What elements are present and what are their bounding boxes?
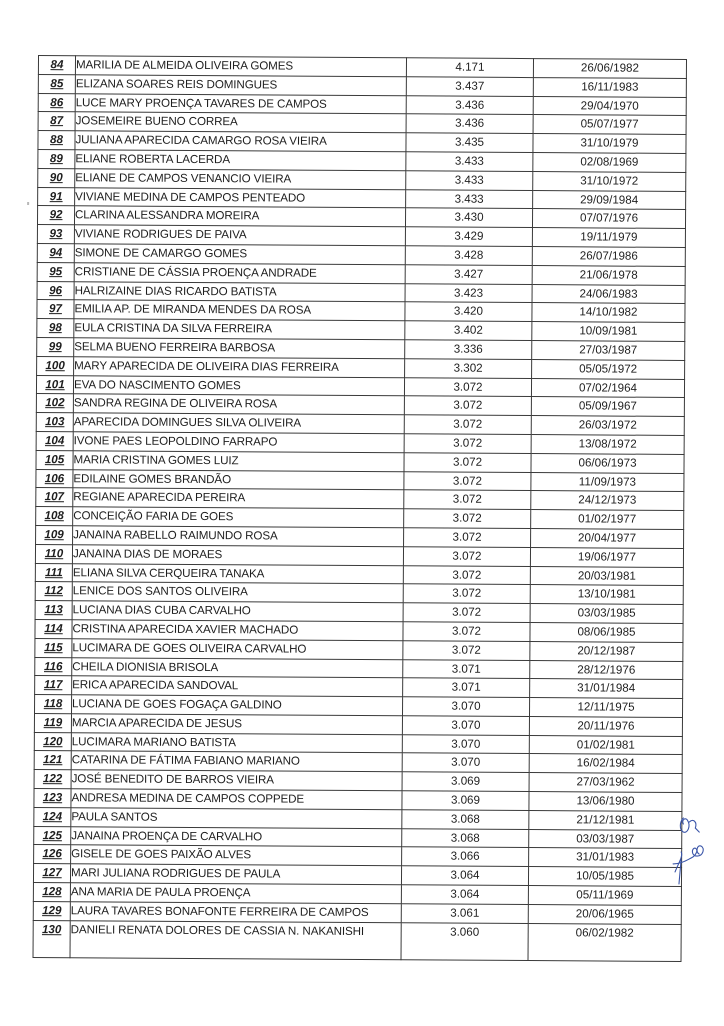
birth-date-cell: 02/08/1969 xyxy=(533,153,686,173)
name-cell: PAULA SANTOS xyxy=(71,808,402,829)
score-cell: 3.072 xyxy=(403,640,530,660)
birth-date-cell: 10/09/1981 xyxy=(532,322,685,342)
rank-cell: 115 xyxy=(35,638,72,657)
score-cell: 3.060 xyxy=(401,922,528,960)
score-cell: 3.072 xyxy=(404,377,531,397)
score-cell: 3.427 xyxy=(405,265,532,285)
rank-cell: 92 xyxy=(37,206,74,225)
name-cell: SANDRA REGINA DE OLIVEIRA ROSA xyxy=(73,394,404,415)
name-cell: JOSÉ BENEDITO DE BARROS VIEIRA xyxy=(71,770,402,791)
rank-cell: 88 xyxy=(38,131,75,150)
birth-date-cell: 20/12/1987 xyxy=(530,641,683,661)
birth-date-cell: 29/09/1984 xyxy=(533,190,686,210)
score-cell: 3.428 xyxy=(405,246,532,266)
name-cell: JANAINA PROENÇA DE CARVALHO xyxy=(71,826,402,847)
score-cell: 3.072 xyxy=(403,622,530,642)
name-cell: MARCIA APARECIDA DE JESUS xyxy=(71,714,402,735)
name-cell: JANAINA DIAS DE MORAES xyxy=(72,544,403,565)
birth-date-cell: 26/07/1986 xyxy=(532,247,685,267)
name-cell: CRISTIANE DE CÁSSIA PROENÇA ANDRADE xyxy=(74,263,405,284)
rank-cell: 112 xyxy=(35,582,72,601)
name-cell: MARIA CRISTINA GOMES LUIZ xyxy=(73,450,404,471)
rank-cell: 120 xyxy=(34,732,71,751)
birth-date-cell: 28/12/1976 xyxy=(530,660,683,680)
name-cell: ANA MARIA DE PAULA PROENÇA xyxy=(70,883,401,904)
score-cell: 3.336 xyxy=(405,340,532,360)
score-cell: 3.070 xyxy=(402,716,529,736)
rank-cell: 102 xyxy=(36,394,73,413)
birth-date-cell: 01/02/1977 xyxy=(531,510,684,530)
name-cell: EMILIA AP. DE MIRANDA MENDES DA ROSA xyxy=(74,300,405,321)
name-cell: JOSEMEIRE BUENO CORREA xyxy=(75,112,406,133)
rank-cell: 110 xyxy=(35,544,72,563)
rank-cell: 127 xyxy=(33,864,70,883)
rank-cell: 126 xyxy=(34,845,71,864)
rank-cell: 105 xyxy=(36,450,73,469)
name-cell: ELIZANA SOARES REIS DOMINGUES xyxy=(75,75,406,96)
rank-cell: 107 xyxy=(36,488,73,507)
name-cell: MARY APARECIDA DE OLIVEIRA DIAS FERREIRA xyxy=(74,357,405,378)
birth-date-cell: 03/03/1987 xyxy=(529,829,682,849)
birth-date-cell: 16/11/1983 xyxy=(533,77,686,97)
rank-cell: 84 xyxy=(38,56,75,75)
score-cell: 3.436 xyxy=(406,114,533,134)
birth-date-cell: 27/03/1962 xyxy=(529,773,682,793)
rank-cell: 96 xyxy=(37,281,74,300)
rank-cell: 87 xyxy=(38,112,75,131)
name-cell: GISELE DE GOES PAIXÃO ALVES xyxy=(71,845,402,866)
ranking-table xyxy=(33,55,688,962)
name-cell: LAURA TAVARES BONAFONTE FERREIRA DE CAMPOS xyxy=(70,902,401,923)
birth-date-cell: 11/09/1973 xyxy=(531,472,684,492)
name-cell: REGIANE APARECIDA PEREIRA xyxy=(73,488,404,509)
rank-cell: 106 xyxy=(36,469,73,488)
birth-date-cell: 06/06/1973 xyxy=(531,453,684,473)
rank-cell: 99 xyxy=(37,337,74,356)
name-cell: CRISTINA APARECIDA XAVIER MACHADO xyxy=(72,620,403,641)
rank-cell: 128 xyxy=(33,883,70,902)
rank-cell: 97 xyxy=(37,300,74,319)
score-cell: 3.068 xyxy=(402,810,529,830)
rank-cell: 124 xyxy=(34,807,71,826)
birth-date-cell: 10/05/1985 xyxy=(528,867,681,887)
name-cell: LUCIMARA DE GOES OLIVEIRA CARVALHO xyxy=(72,638,403,659)
rank-cell: 90 xyxy=(38,168,75,187)
name-cell: CONCEIÇÃO FARIA DE GOES xyxy=(73,507,404,528)
birth-date-cell: 06/02/1982 xyxy=(528,923,681,961)
name-cell: DANIELI RENATA DOLORES DE CASSIA N. NAKANISHI xyxy=(70,920,401,959)
birth-date-cell: 12/11/1975 xyxy=(529,698,682,718)
score-cell: 3.072 xyxy=(403,584,530,604)
rank-cell: 125 xyxy=(34,826,71,845)
birth-date-cell: 21/06/1978 xyxy=(532,265,685,285)
score-cell: 3.061 xyxy=(401,904,528,924)
birth-date-cell: 31/10/1972 xyxy=(533,171,686,191)
name-cell: SELMA BUENO FERREIRA BARBOSA xyxy=(74,338,405,359)
scan-speck xyxy=(27,202,29,205)
name-cell: ELIANE DE CAMPOS VENANCIO VIEIRA xyxy=(75,169,406,190)
name-cell: SIMONE DE CAMARGO GOMES xyxy=(74,244,405,265)
ranking-table-body xyxy=(33,56,686,962)
score-cell: 3.436 xyxy=(406,95,533,115)
name-cell: LUCE MARY PROENÇA TAVARES DE CAMPOS xyxy=(75,93,406,114)
score-cell: 3.302 xyxy=(405,359,532,379)
page-mark-stroke xyxy=(680,818,699,832)
score-cell: 3.402 xyxy=(405,321,532,341)
name-cell: EVA DO NASCIMENTO GOMES xyxy=(73,375,404,396)
score-cell: 3.070 xyxy=(402,734,529,754)
birth-date-cell: 29/04/1970 xyxy=(533,96,686,116)
birth-date-cell: 07/07/1976 xyxy=(532,209,685,229)
score-cell: 3.072 xyxy=(404,528,531,548)
score-cell: 3.071 xyxy=(403,678,530,698)
handwritten-initials-icon xyxy=(665,812,715,892)
birth-date-cell: 14/10/1982 xyxy=(532,303,685,323)
score-cell: 3.071 xyxy=(403,659,530,679)
name-cell: EDILAINE GOMES BRANDÃO xyxy=(73,469,404,490)
birth-date-cell: 31/10/1979 xyxy=(533,134,686,154)
rank-cell: 103 xyxy=(36,413,73,432)
name-cell: CHEILA DIONISIA BRISOLA xyxy=(72,657,403,678)
score-cell: 3.072 xyxy=(404,509,531,529)
score-cell: 3.433 xyxy=(406,189,533,209)
rank-cell: 122 xyxy=(34,770,71,789)
name-cell: VIVIANE RODRIGUES DE PAIVA xyxy=(74,225,405,246)
name-cell: EULA CRISTINA DA SILVA FERREIRA xyxy=(74,319,405,340)
score-cell: 3.072 xyxy=(404,490,531,510)
score-cell: 3.072 xyxy=(403,565,530,585)
birth-date-cell: 05/05/1972 xyxy=(532,359,685,379)
score-cell: 3.072 xyxy=(403,603,530,623)
name-cell: LENICE DOS SANTOS OLIVEIRA xyxy=(72,582,403,603)
score-cell: 3.070 xyxy=(402,697,529,717)
rank-cell: 91 xyxy=(38,187,75,206)
birth-date-cell: 13/08/1972 xyxy=(531,434,684,454)
rank-cell: 93 xyxy=(37,225,74,244)
rank-cell: 129 xyxy=(33,901,70,920)
birth-date-cell: 05/07/1977 xyxy=(533,115,686,135)
birth-date-cell: 31/01/1983 xyxy=(529,848,682,868)
birth-date-cell: 20/03/1981 xyxy=(530,566,683,586)
name-cell: CLARINA ALESSANDRA MOREIRA xyxy=(74,206,405,227)
name-cell: ELIANA SILVA CERQUEIRA TANAKA xyxy=(72,563,403,584)
birth-date-cell: 31/01/1984 xyxy=(530,679,683,699)
score-cell: 3.072 xyxy=(404,453,531,473)
score-cell: 3.072 xyxy=(404,415,531,435)
score-cell: 3.070 xyxy=(402,753,529,773)
birth-date-cell: 24/06/1983 xyxy=(532,284,685,304)
score-cell: 3.069 xyxy=(402,772,529,792)
birth-date-cell: 21/12/1981 xyxy=(529,810,682,830)
score-cell: 3.423 xyxy=(405,283,532,303)
rank-cell: 101 xyxy=(36,375,73,394)
birth-date-cell: 03/03/1985 xyxy=(530,604,683,624)
name-cell: MARI JULIANA RODRIGUES DE PAULA xyxy=(70,864,401,885)
initials-stroke xyxy=(673,846,703,885)
birth-date-cell: 01/02/1981 xyxy=(529,735,682,755)
rank-cell: 121 xyxy=(34,751,71,770)
name-cell: JULIANA APARECIDA CAMARGO ROSA VIEIRA xyxy=(75,131,406,152)
birth-date-cell: 13/10/1981 xyxy=(530,585,683,605)
score-cell: 3.072 xyxy=(404,396,531,416)
name-cell: IVONE PAES LEOPOLDINO FARRAPO xyxy=(73,432,404,453)
rank-cell: 114 xyxy=(35,619,72,638)
rank-cell: 111 xyxy=(35,563,72,582)
score-cell: 3.437 xyxy=(406,77,533,97)
score-cell: 3.072 xyxy=(403,546,530,566)
score-cell: 3.433 xyxy=(406,171,533,191)
rank-cell: 86 xyxy=(38,93,75,112)
rank-cell: 89 xyxy=(38,150,75,169)
name-cell: LUCIANA DIAS CUBA CARVALHO xyxy=(72,601,403,622)
rank-cell: 116 xyxy=(35,657,72,676)
birth-date-cell: 05/11/1969 xyxy=(528,886,681,906)
score-cell: 3.069 xyxy=(402,791,529,811)
score-cell: 3.072 xyxy=(404,471,531,491)
score-cell: 3.064 xyxy=(401,866,528,886)
birth-date-cell: 07/02/1964 xyxy=(531,378,684,398)
birth-date-cell: 24/12/1973 xyxy=(531,491,684,511)
rank-cell: 108 xyxy=(36,507,73,526)
name-cell: MARILIA DE ALMEIDA OLIVEIRA GOMES xyxy=(75,56,406,77)
rank-cell: 85 xyxy=(38,74,75,93)
name-cell: LUCIANA DE GOES FOGAÇA GALDINO xyxy=(72,695,403,716)
rank-cell: 94 xyxy=(37,244,74,263)
rank-cell: 119 xyxy=(34,713,71,732)
score-cell: 3.430 xyxy=(405,208,532,228)
name-cell: ELIANE ROBERTA LACERDA xyxy=(75,150,406,171)
score-cell: 3.435 xyxy=(406,133,533,153)
name-cell: HALRIZAINE DIAS RICARDO BATISTA xyxy=(74,281,405,302)
name-cell: LUCIMARA MARIANO BATISTA xyxy=(71,732,402,753)
score-cell: 3.066 xyxy=(402,847,529,867)
birth-date-cell: 08/06/1985 xyxy=(530,622,683,642)
score-cell: 3.429 xyxy=(405,227,532,247)
rank-cell: 117 xyxy=(35,676,72,695)
name-cell: ANDRESA MEDINA DE CAMPOS COPPEDE xyxy=(71,789,402,810)
birth-date-cell: 27/03/1987 xyxy=(532,341,685,361)
birth-date-cell: 19/06/1977 xyxy=(530,547,683,567)
rank-cell: 130 xyxy=(33,920,70,957)
score-cell: 3.420 xyxy=(405,302,532,322)
rank-cell: 95 xyxy=(37,262,74,281)
name-cell: APARECIDA DOMINGUES SILVA OLIVEIRA xyxy=(73,413,404,434)
rank-cell: 123 xyxy=(34,789,71,808)
birth-date-cell: 19/11/1979 xyxy=(532,228,685,248)
birth-date-cell: 20/11/1976 xyxy=(529,716,682,736)
birth-date-cell: 26/06/1982 xyxy=(533,59,686,79)
score-cell: 3.433 xyxy=(406,152,533,172)
birth-date-cell: 05/09/1967 xyxy=(531,397,684,417)
score-cell: 4.171 xyxy=(406,58,533,78)
rank-cell: 100 xyxy=(37,356,74,375)
rank-cell: 118 xyxy=(35,695,72,714)
birth-date-cell: 20/04/1977 xyxy=(531,528,684,548)
birth-date-cell: 26/03/1972 xyxy=(531,416,684,436)
rank-cell: 98 xyxy=(37,319,74,338)
birth-date-cell: 20/06/1965 xyxy=(528,904,681,924)
score-cell: 3.072 xyxy=(404,434,531,454)
score-cell: 3.068 xyxy=(402,828,529,848)
birth-date-cell: 16/02/1984 xyxy=(529,754,682,774)
birth-date-cell: 13/06/1980 xyxy=(529,792,682,812)
rank-cell: 104 xyxy=(36,431,73,450)
name-cell: ERICA APARECIDA SANDOVAL xyxy=(72,676,403,697)
rank-cell: 109 xyxy=(36,525,73,544)
table-row xyxy=(33,920,681,961)
rank-cell: 113 xyxy=(35,601,72,620)
name-cell: CATARINA DE FÁTIMA FABIANO MARIANO xyxy=(71,751,402,772)
name-cell: JANAINA RABELLO RAIMUNDO ROSA xyxy=(73,526,404,547)
name-cell: VIVIANE MEDINA DE CAMPOS PENTEADO xyxy=(75,187,406,208)
score-cell: 3.064 xyxy=(401,885,528,905)
